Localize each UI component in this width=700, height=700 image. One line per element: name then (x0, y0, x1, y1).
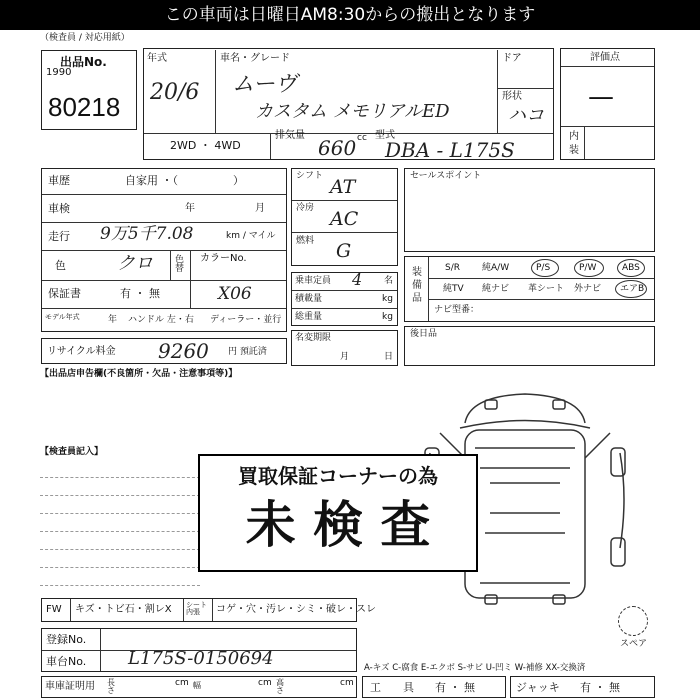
equip-abs: ABS (622, 263, 640, 273)
seat-label: シート内張 (186, 601, 207, 616)
fuel-label: 燃料 (296, 236, 315, 246)
lot-label: 出品No. (60, 55, 107, 69)
displacement-value: 660 (318, 136, 357, 160)
weight-unit: kg (382, 312, 393, 322)
seats-value: 4 (352, 270, 363, 289)
warranty-label: 保証書 (48, 287, 81, 300)
jack-label: ジャッキ (516, 681, 560, 694)
mark-ps (531, 259, 559, 277)
header-note: （検査員 / 対応用紙） (40, 33, 130, 43)
reg-label: 登録No. (46, 633, 87, 646)
year-label: 年式 (147, 53, 167, 64)
jack-value: 有 ・ 無 (580, 681, 620, 694)
stamp-line2: 未 検 査 (245, 496, 431, 554)
drive-label: 2WD ・ 4WD (170, 139, 241, 152)
door-label: ドア (502, 53, 522, 64)
use-label: 車歴 (48, 174, 70, 187)
color-change: 色替 (175, 255, 185, 274)
stamp-line1: 買取保証コーナーの為 (238, 464, 438, 488)
equip-ps: P/S (536, 263, 551, 273)
fuel-value: G (336, 240, 352, 262)
mark-pw (574, 259, 604, 277)
year-value: 20/6 (150, 80, 200, 105)
equipment-label: 装備品 (412, 267, 422, 304)
height-cm: cm (340, 678, 354, 688)
load-unit: kg (382, 294, 393, 304)
length-cm: cm (175, 678, 189, 688)
name-label: 車名・グレード (220, 53, 290, 64)
name-value: ムーヴ (232, 72, 297, 97)
interior-label: 内 装 (569, 131, 579, 156)
regist-day: 日 (384, 352, 394, 362)
mark-airbag (615, 280, 647, 298)
equip-pw: P/W (579, 263, 597, 273)
inspector-label: 【検査員記入】 (40, 447, 104, 457)
chassis-label: 車台No. (46, 655, 87, 668)
displacement-label: 排気量 (275, 130, 305, 141)
score-value: — (588, 82, 614, 112)
tools-label: 工 具 (370, 681, 414, 694)
height-label: 高さ (276, 678, 284, 695)
model-year-unit: 年 (108, 315, 118, 325)
color-no-value: X06 (218, 284, 252, 304)
sales-point-label: セールスポイント (410, 171, 482, 181)
shift-label: シフト (296, 171, 324, 181)
lot-number: 80218 (48, 92, 121, 122)
color-value: クロ (117, 253, 153, 274)
equip-navi: 純ナビ (482, 284, 510, 294)
recycle-label: リサイクル料金 (47, 346, 116, 357)
displacement-unit: cc (357, 133, 367, 143)
equip-ext-navi: 外ナビ (574, 284, 602, 294)
equip-airbag: エアB (620, 284, 645, 294)
mileage-value: 9万5千7.08 (100, 224, 194, 244)
chassis-value: L175S-0150694 (128, 648, 274, 669)
use-value: 自家用 ・（ ） (125, 174, 244, 187)
width-label: 幅 (193, 681, 201, 690)
mileage-label: 走行 (48, 230, 70, 243)
banner-text: この車両は日曜日AM8:30からの搬出となります (164, 5, 536, 25)
seats-unit: 名 (384, 276, 394, 286)
seat-value: コゲ・穴・汚レ・シミ・破レ・スレ (216, 604, 376, 615)
equip-leather: 革シート (528, 284, 565, 294)
tools-value: 有 ・ 無 (435, 681, 475, 694)
warranty-value: 有 ・ 無 (120, 287, 160, 300)
ac-label: 冷房 (296, 203, 315, 213)
grade-value: カスタム メモリアルED (255, 101, 450, 122)
ac-value: AC (330, 208, 359, 230)
mark-abs (617, 259, 645, 277)
equip-aw: 純A/W (482, 263, 510, 273)
later-box (404, 326, 655, 366)
lot-year-tag: 1990 (46, 67, 72, 78)
dealer-note-label: 【出品店申告欄(不良箇所・欠品・注意事項等)】 (40, 369, 238, 379)
navi-label: ナビ型番： (434, 305, 480, 315)
fw-value: キズ・トビ石・割レX (75, 604, 172, 615)
later-label: 後日品 (410, 329, 438, 339)
seats-label: 乗車定員 (295, 276, 332, 286)
equip-sr: S/R (445, 263, 460, 273)
regist-label: 名変期限 (295, 333, 332, 343)
model-label: 型式 (375, 130, 395, 141)
spare-label: スペア (620, 639, 648, 649)
width-cm: cm (258, 678, 272, 688)
model-year-label: モデル年式 (45, 313, 80, 321)
weight-label: 総重量 (295, 312, 323, 322)
color-no-label: カラーNo. (200, 253, 247, 264)
dealer-label: ディーラー・並行 (210, 315, 282, 325)
legend: A-キズ C-腐食 E-エクボ S-サビ U-凹ミ W-補修 XX-交換済 (364, 663, 586, 673)
spare-tire-icon (618, 606, 648, 636)
length-label: 長さ (107, 678, 115, 695)
load-label: 積載量 (295, 294, 323, 304)
shape-value: ハコ (508, 105, 544, 126)
regist-month: 月 (340, 352, 350, 362)
mileage-unit: km / マイル (226, 231, 276, 241)
model-value: DBA - L175S (385, 138, 515, 162)
score-label: 評価点 (590, 52, 620, 63)
handle-label: ハンドル 左・右 (128, 315, 194, 325)
equip-tv: 純TV (443, 284, 464, 294)
recycle-value: 9260 (158, 339, 209, 363)
shift-value: AT (330, 176, 356, 198)
inspection-label: 車検 (48, 202, 70, 215)
recycle-unit: 円 預託済 (228, 347, 267, 357)
inspection-year: 年 (185, 203, 195, 214)
fw-label: FW (46, 604, 62, 615)
color-label: 色 (55, 259, 66, 272)
inspection-month: 月 (255, 203, 265, 214)
cert-label: 車庫証明用 (45, 681, 95, 692)
shape-label: 形状 (502, 91, 522, 102)
